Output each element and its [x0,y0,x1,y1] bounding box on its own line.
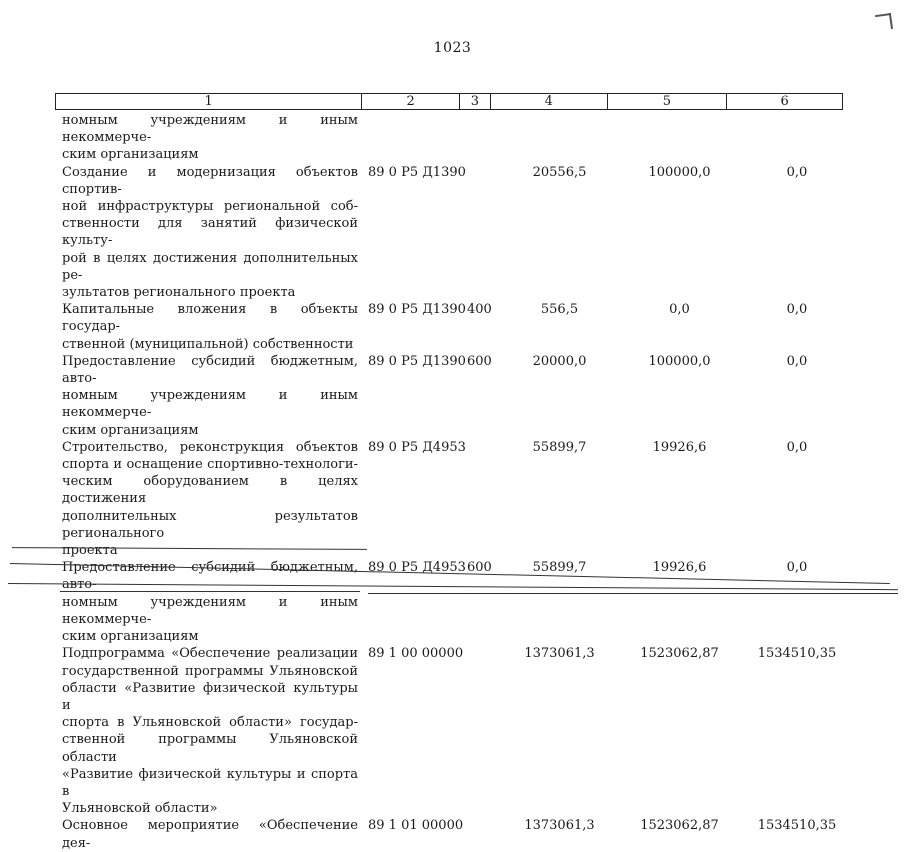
row-value-col4: 55899,7 [532,560,587,576]
row-expense-type: 600 [467,560,492,576]
description-line: Создание и модернизация объектов спортив- [62,164,358,197]
column-header-3: 3 [460,94,491,109]
row-value-col5: 19926,6 [652,439,707,455]
row-code: 89 1 00 00000 [368,646,464,662]
row-expense-type [465,112,507,164]
description-line: ским организациям [62,147,199,163]
row-value-col5: 19926,6 [652,560,707,576]
row-expense-type [465,164,507,302]
table-row [62,353,852,439]
table-row [62,817,852,851]
row-value-col4: 20556,5 [532,164,587,180]
row-value-col4: 1373061,3 [524,646,595,662]
table-row [62,301,852,353]
row-description [62,112,358,164]
column-header-1: 1 [56,94,362,109]
description-line: дополнительных результатов регионального [62,508,358,541]
row-value-col5: 100000,0 [648,164,711,180]
row-expense-type [465,817,507,851]
description-line: Капитальные вложения в объекты государ- [62,302,358,335]
column-header-5: 5 [608,94,728,109]
row-value-col6: 1534510,35 [757,818,837,834]
row-value-col4: 55899,7 [532,439,587,455]
row-value-col4 [507,112,612,164]
description-line: Предоставление субсидий бюджетным, авто- [62,353,358,387]
description-line: ственной (муниципальной) собственности [62,336,354,352]
row-description [62,645,358,817]
row-description [62,301,358,353]
description-line: Предоставление субсидий бюджетным, авто- [62,560,358,593]
row-code: 89 1 01 00000 [368,818,464,834]
row-value-col4: 20000,0 [532,353,587,369]
row-expense-type: 400 [467,302,492,318]
row-description [62,164,358,302]
description-line: спорта и оснащение спортивно-технологи- [62,457,358,473]
row-description [62,817,358,851]
strike-line [60,591,360,592]
row-value-col6 [747,112,847,164]
table-row [62,439,852,559]
description-line: спорта в Ульяновской области» государ- [62,715,358,731]
description-line: Ульяновской области» [62,801,218,817]
description-line: зультатов регионального проекта [62,285,296,301]
description-line: номным учреждениям и иным некоммерче- [62,594,358,627]
row-value-col6: 0,0 [786,302,808,318]
row-value-col4: 1373061,3 [524,818,595,834]
description-line: ственной программы Ульяновской области [62,732,358,765]
description-line: области «Развитие физической культуры и [62,680,358,713]
strike-line [368,593,898,594]
row-value-col5: 1523062,87 [640,818,719,834]
row-value-col6: 0,0 [786,560,808,576]
column-header-6: 6 [780,94,789,109]
row-code [368,112,465,164]
description-line: государственной программы Ульяновской [62,663,358,679]
description-line: ским организациям [62,422,199,438]
description-line: ческим оборудованием в целях достижения [62,474,358,507]
description-line: Основное мероприятие «Обеспечение дея- [62,818,358,851]
description-line: Строительство, реконструкция объектов [62,439,358,455]
description-line: ским организациям [62,629,199,645]
table-row [62,645,852,817]
row-value-col5: 1523062,87 [640,646,719,662]
row-description [62,559,358,645]
column-header-4: 4 [491,94,608,109]
table-body [62,112,852,852]
row-code: 89 0 Р5 Д4953 [368,560,466,576]
scan-corner-mark [875,13,893,31]
row-description [62,353,358,439]
description-line: ной инфраструктуры региональной соб- [62,199,358,215]
row-value-col5 [612,112,747,164]
row-code: 89 0 Р5 Д1390 [368,302,466,318]
row-code: 89 0 Р5 Д1390 [368,164,466,180]
page-number: 1023 [433,40,472,56]
row-expense-type: 600 [467,353,492,369]
row-expense-type [465,439,507,559]
description-line: номным учреждениям и иным некоммерче- [62,388,358,421]
row-code: 89 0 Р5 Д4953 [368,439,466,455]
description-line: Подпрограмма «Обеспечение реализации [62,646,358,662]
description-line: номным учреждениям и иным некоммерче- [62,113,358,146]
table-header-row [55,93,843,110]
row-value-col5: 100000,0 [648,353,711,369]
row-expense-type [465,645,507,817]
description-line: проекта [62,543,118,559]
table-row [62,164,852,302]
row-value-col4: 556,5 [540,302,579,318]
row-value-col6: 0,0 [786,439,808,455]
row-value-col6: 0,0 [786,353,808,369]
row-code: 89 0 Р5 Д1390 [368,353,466,369]
description-line: рой в целях достижения дополнительных ре- [62,250,358,283]
description-line: «Развитие физической культуры и спорта в [62,766,358,799]
column-header-2: 2 [362,94,460,109]
row-description [62,439,358,559]
row-value-col5: 0,0 [669,302,690,318]
row-value-col6: 1534510,35 [757,646,837,662]
table-row [62,112,852,164]
description-line: ственности для занятий физической культу- [62,216,358,249]
row-value-col6: 0,0 [786,164,808,180]
